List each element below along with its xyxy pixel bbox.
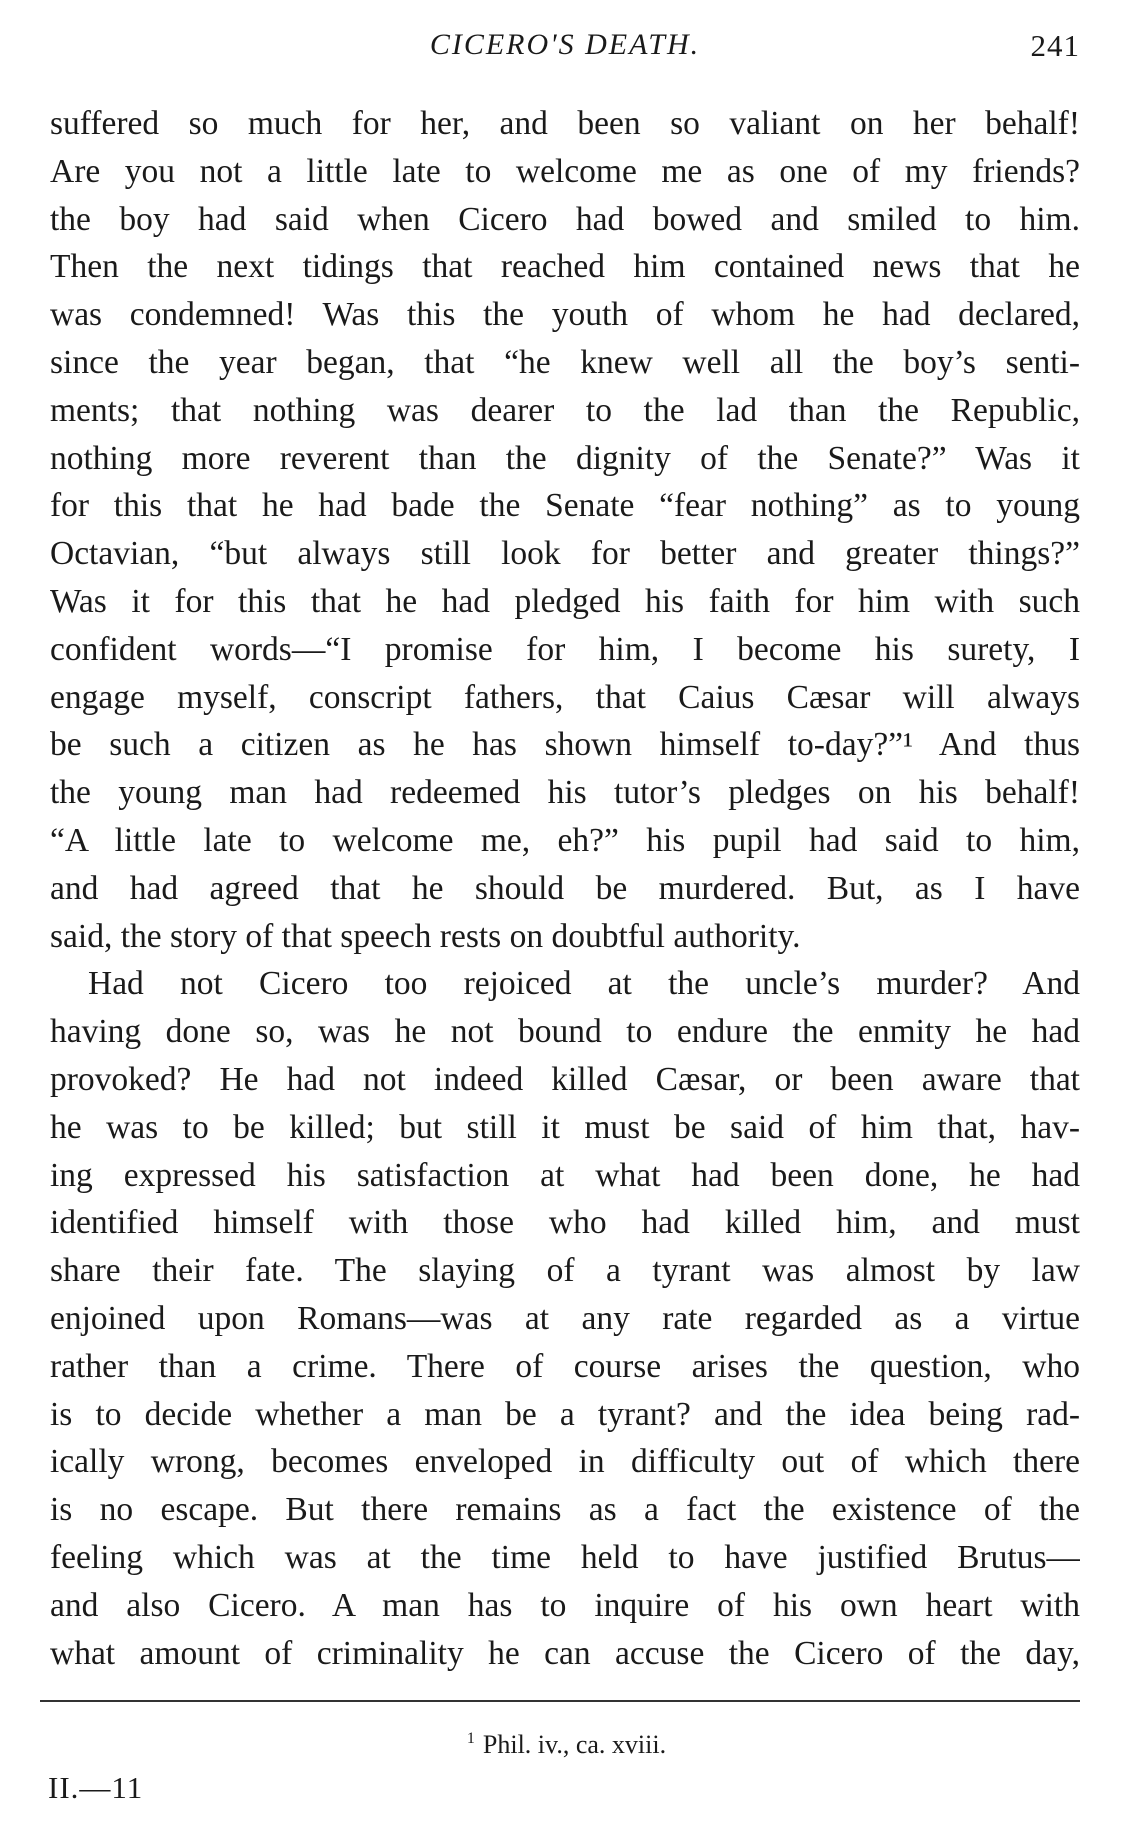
text-line: suffered so much for her, and been so valiant on her behalf!: [50, 105, 1080, 142]
footnote-marker: 1: [466, 1730, 475, 1748]
text-line: “A little late to welcome me, eh?” his pupil had said to him,: [50, 821, 1080, 859]
footnote-divider: [40, 1700, 1080, 1702]
text-line: Had not Cicero too rejoiced at the uncle’s murder? And: [88, 965, 1080, 1003]
text-line: and had agreed that he should be murdered. But, as I have: [50, 869, 1080, 907]
text-line: rather than a crime. There of course arises the question, who: [50, 1347, 1080, 1385]
text-line: be such a citizen as he has shown himself to-day?”¹ And thus: [50, 726, 1080, 764]
text-line: Octavian, “but always still look for better and greater things?”: [50, 535, 1080, 573]
text-line: is no escape. But there remains as a fact the existence of the: [50, 1491, 1080, 1529]
text-line: and also Cicero. A man has to inquire of his own heart with: [50, 1586, 1080, 1624]
text-line: since the year began, that “he knew well all the boy’s senti-: [50, 343, 1080, 381]
text-line: for this that he had bade the Senate “fear nothing” as to young: [50, 487, 1080, 525]
text-line: the young man had redeemed his tutor’s pledges on his behalf!: [50, 774, 1080, 812]
text-line: was condemned! Was this the youth of whom he had declared,: [50, 296, 1080, 334]
text-line: the boy had said when Cicero had bowed and smiled to him.: [50, 200, 1080, 238]
text-line: having done so, was he not bound to endure the enmity he had: [50, 1013, 1080, 1051]
text-line: nothing more reverent than the dignity of the Senate?” Was it: [50, 439, 1080, 477]
text-line: feeling which was at the time held to have justified Brutus—: [50, 1538, 1080, 1576]
page-header: [50, 28, 1080, 72]
text-line: provoked? He had not indeed killed Cæsar, or been aware that: [50, 1060, 1080, 1098]
body-text: [50, 100, 1080, 1677]
page-number: 241: [1030, 28, 1080, 63]
signature-mark: II.—11: [48, 1770, 144, 1805]
text-line: share their fate. The slaying of a tyrant was almost by law: [50, 1252, 1080, 1290]
text-line: confident words—“I promise for him, I become his surety, I: [50, 630, 1080, 668]
text-line: Was it for this that he had pledged his faith for him with such: [50, 582, 1080, 620]
text-line: he was to be killed; but still it must be said of him that, hav-: [50, 1108, 1080, 1146]
text-line: is to decide whether a man be a tyrant? and the idea being rad-: [50, 1395, 1080, 1433]
text-line: Then the next tidings that reached him contained news that he: [50, 248, 1080, 286]
text-line: ing expressed his satisfaction at what had been done, he had: [50, 1156, 1080, 1194]
text-line: engage myself, conscript fathers, that Caius Cæsar will always: [50, 678, 1080, 716]
footnote-text: Phil. iv., ca. xviii.: [482, 1730, 667, 1759]
text-line: ically wrong, becomes enveloped in difficulty out of which there: [50, 1443, 1080, 1481]
text-line: Are you not a little late to welcome me as one of my friends?: [50, 152, 1080, 190]
footnote: [0, 1730, 1133, 1760]
text-line: what amount of criminality he can accuse the Cicero of the day,: [50, 1634, 1080, 1672]
text-line: enjoined upon Romans—was at any rate regarded as a virtue: [50, 1299, 1080, 1337]
text-line: said, the story of that speech rests on doubtful authority.: [50, 917, 801, 955]
running-title: CICERO'S DEATH.: [429, 28, 701, 61]
text-line: identified himself with those who had killed him, and must: [50, 1204, 1080, 1242]
text-line: ments; that nothing was dearer to the lad than the Republic,: [50, 391, 1080, 429]
